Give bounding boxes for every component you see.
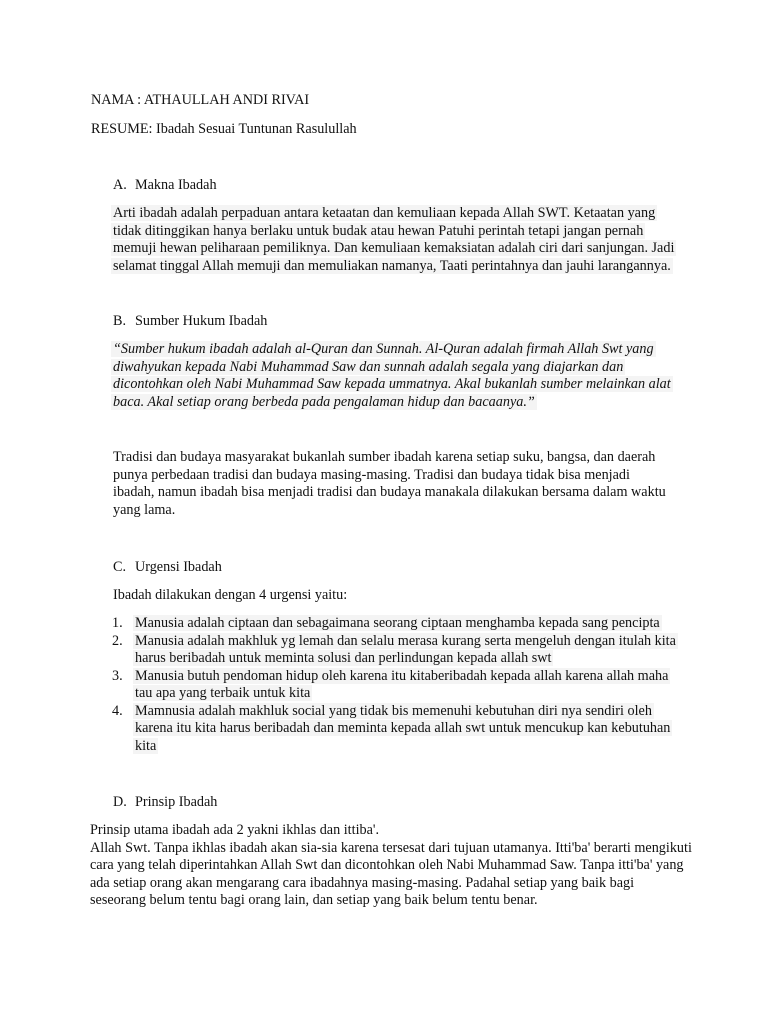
paragraph-line: memuji hewan peliharaan pemiliknya. Dan kemuliaan kemaksiatan adalah ciri dari sanjungan. Jadi [113,240,675,256]
list-item-line: Manusia butuh pendoman hidup oleh karena itu kitaberibadah kepada allah karena allah maha [135,667,669,684]
quote-line: “Sumber hukum ibadah adalah al-Quran dan Sunnah. Al-Quran adalah firmah Allah Swt yang [113,341,654,357]
list-item [112,703,712,756]
paragraph-line: seseorang belum tentu bagi orang lain, dan setiap yang baik belum tentu benar. [90,892,538,908]
list-item-line: karena itu kita harus beribadah dan meminta kepada allah swt untuk mencukup kan kebutuhan [135,720,671,736]
list-item-number: 3. [112,667,123,684]
paragraph-line: ibadah, namun ibadah bisa menjadi tradisi dan budaya manakala dilakukan bersama dalam waktu [113,484,666,500]
section-d-title: Prinsip Ibadah [135,794,218,810]
list-item-line: tau apa yang terbaik untuk kita [135,685,311,701]
quote-line: diwahyukan kepada Nabi Muhammad Saw dan sunnah adalah segala yang diajarkan dan [113,358,624,375]
paragraph-line: Allah Swt. Tanpa ikhlas ibadah akan sia-sia karena tersesat dari tujuan utamanya. Itti'ba' berarti mengikuti [90,839,692,856]
list-item-number: 2. [112,632,123,649]
list-item-line: kita [135,737,157,754]
section-a-letter: A. [113,177,127,193]
section-b-paragraph [113,449,666,519]
urgensi-list [112,615,712,755]
resume-line: RESUME: Ibadah Sesuai Tuntunan Rasulullah [91,121,357,137]
paragraph-line: selamat tinggal Allah memuji dan memuliakan namanya, Taati perintahnya dan jauhi larangannya. [113,257,671,274]
list-item-number: 4. [112,702,123,719]
paragraph-line: punya perbedaan tradisi dan budaya masing-masing. Tradisi dan budaya tidak bisa menjadi [113,466,630,483]
list-item-line: Manusia adalah makhluk yg lemah dan selalu merasa kurang serta mengeluh dengan itulah kita [135,632,676,649]
list-item-line: Mamnusia adalah makhluk social yang tidak bis memenuhi kebutuhan diri nya sendiri oleh [135,702,652,719]
section-b-title: Sumber Hukum Ibadah [135,313,268,329]
quote-line: baca. Akal setiap orang berbeda pada pengalaman hidup dan bacaanya.” [113,393,535,410]
section-a-title: Makna Ibadah [135,177,217,193]
section-d-letter: D. [113,794,127,810]
paragraph-line: ada setiap orang akan mengarang cara ibadahnya masing-masing. Padahal setiap yang baik bagi [90,874,635,891]
list-item [112,615,712,633]
section-c-intro: Ibadah dilakukan dengan 4 urgensi yaitu: [113,587,348,603]
list-item-line: Manusia adalah ciptaan dan sebagaimana seorang ciptaan menghamba kepada sang pencipta [135,615,660,631]
section-b-letter: B. [113,313,127,329]
paragraph-line: Tradisi dan budaya masyarakat bukanlah sumber ibadah karena setiap suku, bangsa, dan daerah [113,449,656,465]
paragraph-line: tidak ditinggikan hanya berlaku untuk budak atau hewan Patuhi perintah tetapi jangan pernah [113,222,644,239]
name-line: NAMA : ATHAULLAH ANDI RIVAI [91,92,310,108]
paragraph-line: cara yang telah diperintahkan Allah Swt dan dicontohkan oleh Nabi Muhammad Saw. Tanpa itti'ba' yang [90,857,684,873]
list-item-number: 1. [112,615,123,631]
paragraph-line: Prinsip utama ibadah ada 2 yakni ikhlas dan ittiba'. [90,822,380,838]
list-item-line: harus beribadah untuk meminta solusi dan perlindungan kepada allah swt [135,650,552,666]
section-a-paragraph [113,205,676,275]
section-c-letter: C. [113,559,127,575]
section-b-quote [113,341,673,411]
paragraph-line: yang lama. [113,501,176,518]
list-item [112,668,712,703]
list-item [112,633,712,668]
paragraph-line: Arti ibadah adalah perpaduan antara ketaatan dan kemuliaan kepada Allah SWT. Ketaatan yang [113,205,656,221]
section-d-paragraph [90,822,692,910]
section-c-title: Urgensi Ibadah [135,559,222,575]
quote-line: dicontohkan oleh Nabi Muhammad Saw kepada ummatnya. Akal bukanlah sumber melainkan alat [113,376,671,392]
